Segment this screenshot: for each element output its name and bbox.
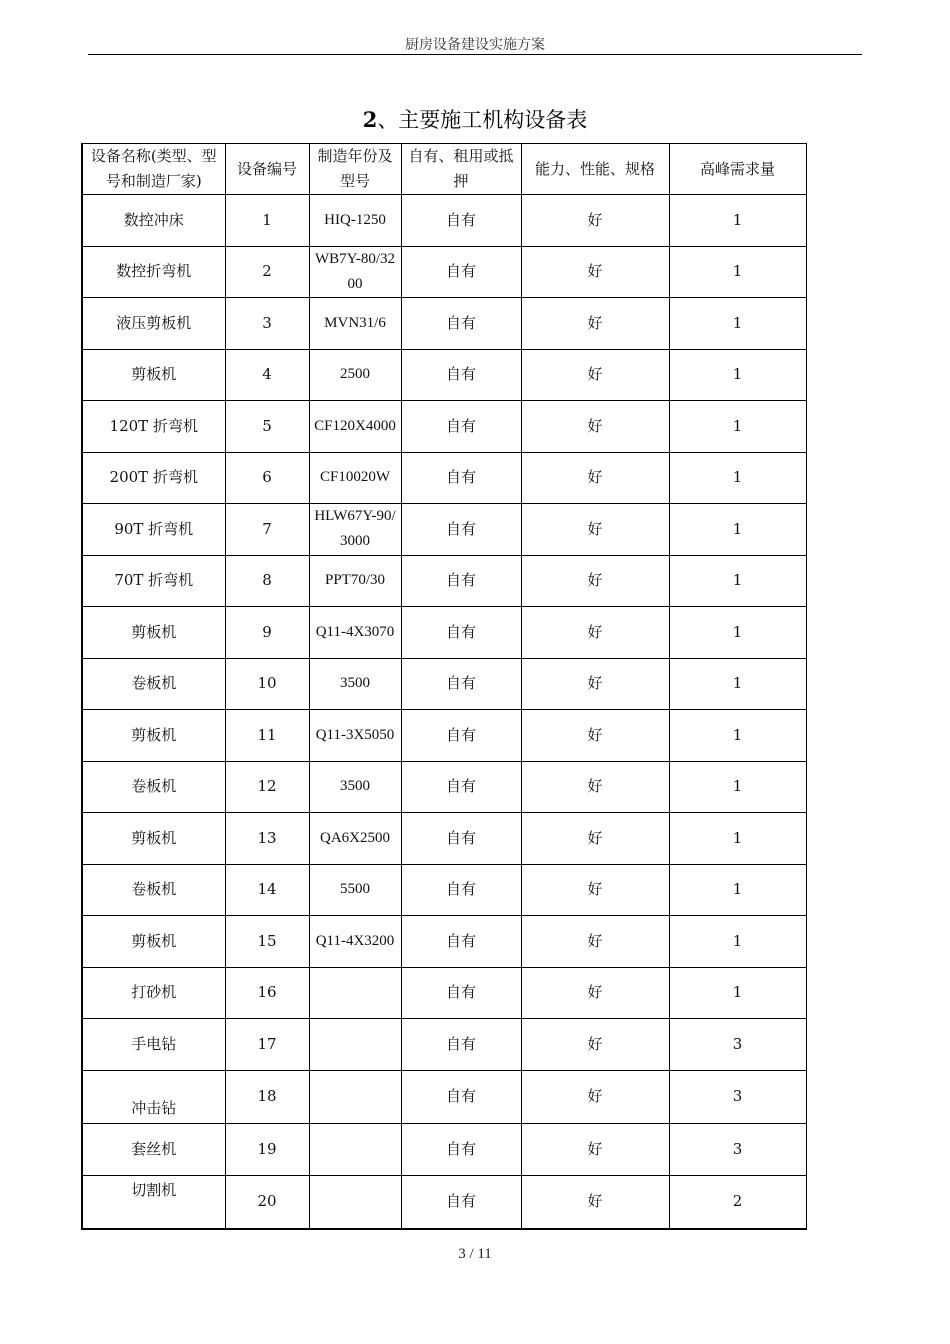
cell-no: 9 bbox=[225, 607, 309, 659]
cell-ownership: 自有 bbox=[401, 298, 521, 350]
cell-name: 120T 折弯机 bbox=[82, 401, 225, 453]
table-row bbox=[82, 1124, 806, 1176]
cell-no: 16 bbox=[225, 967, 309, 1019]
table-row bbox=[82, 967, 806, 1019]
cell-name: 打砂机 bbox=[82, 967, 225, 1019]
cell-name: 90T 折弯机 bbox=[82, 504, 225, 556]
cell-ownership: 自有 bbox=[401, 1070, 521, 1124]
cell-ownership: 自有 bbox=[401, 607, 521, 659]
table-row bbox=[82, 298, 806, 350]
cell-ownership: 自有 bbox=[401, 813, 521, 865]
cell-peak: 1 bbox=[669, 298, 806, 350]
cell-name: 剪板机 bbox=[82, 710, 225, 762]
cell-peak: 3 bbox=[669, 1070, 806, 1124]
cell-name: 200T 折弯机 bbox=[82, 452, 225, 504]
cell-no: 5 bbox=[225, 401, 309, 453]
table-row bbox=[82, 452, 806, 504]
table-row bbox=[82, 195, 806, 247]
cell-model: CF10020W bbox=[309, 452, 401, 504]
cell-ownership: 自有 bbox=[401, 452, 521, 504]
cell-no: 17 bbox=[225, 1019, 309, 1071]
cell-ownership: 自有 bbox=[401, 1175, 521, 1229]
cell-name: 冲击钻 bbox=[82, 1070, 225, 1124]
cell-ability: 好 bbox=[521, 916, 669, 968]
cell-no: 1 bbox=[225, 195, 309, 247]
equipment-table bbox=[81, 143, 807, 1230]
cell-no: 8 bbox=[225, 555, 309, 607]
cell-ability: 好 bbox=[521, 1019, 669, 1071]
cell-no: 13 bbox=[225, 813, 309, 865]
cell-ownership: 自有 bbox=[401, 864, 521, 916]
cell-ownership: 自有 bbox=[401, 658, 521, 710]
header-ownership: 自有、租用或抵押 bbox=[401, 144, 521, 195]
cell-ownership: 自有 bbox=[401, 246, 521, 298]
cell-model bbox=[309, 1124, 401, 1176]
cell-peak: 3 bbox=[669, 1124, 806, 1176]
cell-ability: 好 bbox=[521, 607, 669, 659]
cell-no: 4 bbox=[225, 349, 309, 401]
cell-ability: 好 bbox=[521, 967, 669, 1019]
table-row bbox=[82, 658, 806, 710]
cell-ability: 好 bbox=[521, 452, 669, 504]
cell-ownership: 自有 bbox=[401, 916, 521, 968]
table-row bbox=[82, 1070, 806, 1124]
table-body bbox=[82, 195, 806, 1230]
table-row bbox=[82, 916, 806, 968]
cell-ownership: 自有 bbox=[401, 401, 521, 453]
cell-ownership: 自有 bbox=[401, 761, 521, 813]
cell-model: CF120X4000 bbox=[309, 401, 401, 453]
table-row bbox=[82, 1175, 806, 1229]
cell-ownership: 自有 bbox=[401, 1124, 521, 1176]
cell-peak: 1 bbox=[669, 401, 806, 453]
cell-peak: 1 bbox=[669, 916, 806, 968]
header-no: 设备编号 bbox=[225, 144, 309, 195]
cell-peak: 1 bbox=[669, 658, 806, 710]
cell-ability: 好 bbox=[521, 246, 669, 298]
cell-ability: 好 bbox=[521, 761, 669, 813]
table-row bbox=[82, 813, 806, 865]
table-row bbox=[82, 504, 806, 556]
cell-peak: 1 bbox=[669, 761, 806, 813]
cell-model: Q11-4X3200 bbox=[309, 916, 401, 968]
cell-model: Q11-4X3070 bbox=[309, 607, 401, 659]
cell-model: 3500 bbox=[309, 761, 401, 813]
cell-model: MVN31/6 bbox=[309, 298, 401, 350]
cell-no: 7 bbox=[225, 504, 309, 556]
cell-model: 3500 bbox=[309, 658, 401, 710]
header-name: 设备名称(类型、型号和制造厂家) bbox=[82, 144, 225, 195]
cell-ability: 好 bbox=[521, 349, 669, 401]
cell-name: 70T 折弯机 bbox=[82, 555, 225, 607]
table-row bbox=[82, 864, 806, 916]
cell-ownership: 自有 bbox=[401, 195, 521, 247]
cell-peak: 1 bbox=[669, 607, 806, 659]
cell-name: 数控折弯机 bbox=[82, 246, 225, 298]
cell-name: 剪板机 bbox=[82, 813, 225, 865]
header-rule bbox=[88, 54, 862, 55]
cell-model: QA6X2500 bbox=[309, 813, 401, 865]
cell-ownership: 自有 bbox=[401, 504, 521, 556]
cell-ownership: 自有 bbox=[401, 555, 521, 607]
cell-model bbox=[309, 1070, 401, 1124]
section-number: 2 bbox=[362, 107, 378, 132]
cell-ownership: 自有 bbox=[401, 1019, 521, 1071]
cell-model: Q11-3X5050 bbox=[309, 710, 401, 762]
cell-ability: 好 bbox=[521, 710, 669, 762]
section-title bbox=[0, 104, 950, 134]
cell-no: 3 bbox=[225, 298, 309, 350]
cell-peak: 3 bbox=[669, 1019, 806, 1071]
table-row bbox=[82, 401, 806, 453]
cell-name: 手电钻 bbox=[82, 1019, 225, 1071]
cell-no: 19 bbox=[225, 1124, 309, 1176]
cell-no: 15 bbox=[225, 916, 309, 968]
cell-ownership: 自有 bbox=[401, 349, 521, 401]
cell-no: 2 bbox=[225, 246, 309, 298]
cell-peak: 1 bbox=[669, 246, 806, 298]
cell-name: 卷板机 bbox=[82, 864, 225, 916]
cell-ability: 好 bbox=[521, 1070, 669, 1124]
table-row bbox=[82, 1019, 806, 1071]
table-header-row bbox=[82, 144, 806, 195]
table-row bbox=[82, 349, 806, 401]
section-title-text: 、主要施工机构设备表 bbox=[377, 108, 588, 132]
cell-peak: 1 bbox=[669, 864, 806, 916]
cell-model: 2500 bbox=[309, 349, 401, 401]
cell-no: 10 bbox=[225, 658, 309, 710]
cell-name: 套丝机 bbox=[82, 1124, 225, 1176]
page-number: 3 / 11 bbox=[458, 1246, 492, 1262]
cell-name: 液压剪板机 bbox=[82, 298, 225, 350]
cell-ability: 好 bbox=[521, 813, 669, 865]
cell-ability: 好 bbox=[521, 555, 669, 607]
cell-model bbox=[309, 1019, 401, 1071]
cell-no: 14 bbox=[225, 864, 309, 916]
header-model: 制造年份及型号 bbox=[309, 144, 401, 195]
cell-ability: 好 bbox=[521, 195, 669, 247]
cell-model bbox=[309, 967, 401, 1019]
cell-no: 20 bbox=[225, 1175, 309, 1229]
cell-name: 数控冲床 bbox=[82, 195, 225, 247]
cell-model: PPT70/30 bbox=[309, 555, 401, 607]
cell-peak: 1 bbox=[669, 967, 806, 1019]
cell-model: HLW67Y-90/3000 bbox=[309, 504, 401, 556]
cell-peak: 1 bbox=[669, 555, 806, 607]
cell-name: 剪板机 bbox=[82, 607, 225, 659]
cell-ability: 好 bbox=[521, 1124, 669, 1176]
header-ability: 能力、性能、规格 bbox=[521, 144, 669, 195]
cell-name: 切割机 bbox=[82, 1175, 225, 1229]
header-peak: 高峰需求量 bbox=[669, 144, 806, 195]
cell-no: 6 bbox=[225, 452, 309, 504]
cell-peak: 1 bbox=[669, 504, 806, 556]
cell-name: 剪板机 bbox=[82, 349, 225, 401]
cell-name: 卷板机 bbox=[82, 658, 225, 710]
table-row bbox=[82, 607, 806, 659]
cell-ability: 好 bbox=[521, 1175, 669, 1229]
cell-peak: 1 bbox=[669, 349, 806, 401]
table-row bbox=[82, 710, 806, 762]
cell-peak: 1 bbox=[669, 710, 806, 762]
cell-model: HIQ-1250 bbox=[309, 195, 401, 247]
cell-model bbox=[309, 1175, 401, 1229]
cell-no: 18 bbox=[225, 1070, 309, 1124]
table-row bbox=[82, 761, 806, 813]
table-row bbox=[82, 246, 806, 298]
cell-ownership: 自有 bbox=[401, 710, 521, 762]
cell-peak: 1 bbox=[669, 452, 806, 504]
cell-peak: 1 bbox=[669, 813, 806, 865]
cell-ownership: 自有 bbox=[401, 967, 521, 1019]
cell-name: 剪板机 bbox=[82, 916, 225, 968]
cell-model: WB7Y-80/3200 bbox=[309, 246, 401, 298]
cell-ability: 好 bbox=[521, 658, 669, 710]
cell-model: 5500 bbox=[309, 864, 401, 916]
cell-peak: 2 bbox=[669, 1175, 806, 1229]
cell-ability: 好 bbox=[521, 401, 669, 453]
running-header: 厨房设备建设实施方案 bbox=[405, 37, 545, 53]
cell-ability: 好 bbox=[521, 864, 669, 916]
cell-name: 卷板机 bbox=[82, 761, 225, 813]
cell-ability: 好 bbox=[521, 298, 669, 350]
table-row bbox=[82, 555, 806, 607]
cell-ability: 好 bbox=[521, 504, 669, 556]
cell-peak: 1 bbox=[669, 195, 806, 247]
cell-no: 11 bbox=[225, 710, 309, 762]
cell-no: 12 bbox=[225, 761, 309, 813]
